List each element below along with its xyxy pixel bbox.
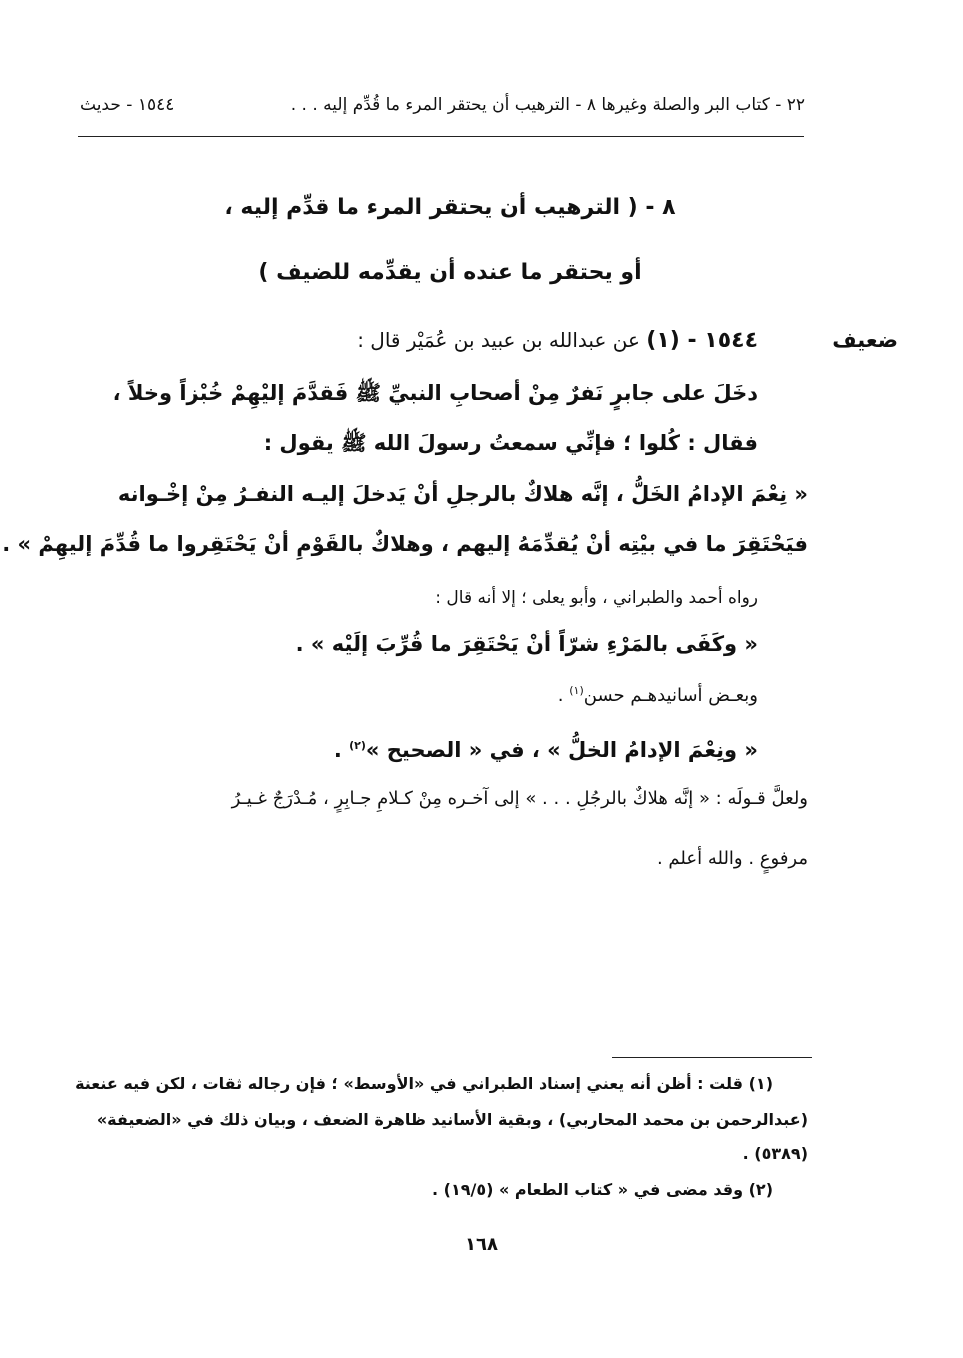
hadith-grade: ضعيف — [832, 328, 898, 352]
running-header — [75, 88, 805, 122]
header-chapter-title: ٢٢ - كتاب البر والصلة وغيرها ٨ - الترهيب أن يحتقر المرء ما قُدِّم إليه . . . — [290, 95, 805, 115]
commentary-line-4 — [28, 738, 758, 762]
hadith-number: ١٥٤٤ - (١) — [646, 328, 758, 353]
footnote-1-line-2: (عبدالرحمن بن محمد المحاربي) ، وبقية الأسانيد ظاهرة الضعف ، وبيان ذلك في «الضعيفة» — [96, 1110, 808, 1129]
commentary-text: وبعـض أسانيدهـم حسن — [583, 685, 758, 706]
commentary-line-3 — [28, 684, 758, 706]
footnote-2: (٢) وقد مضى في « كتاب الطعام » (١٩/٥) . — [432, 1180, 773, 1199]
footnote-ref-1: (١) — [569, 684, 584, 697]
page-number: ١٦٨ — [465, 1234, 498, 1255]
footnote-1-line-3: (٥٣٨٩) . — [742, 1144, 808, 1163]
hadith-heading — [28, 328, 758, 353]
commentary-text: « ونِعْمَ الإدامُ الخلُّ » ، في « الصحيح » — [365, 738, 758, 762]
footnote-ref-2: (٢) — [349, 739, 366, 752]
hadith-chain: عن عبدالله بن عبيد بن عُمَيْر قال : — [357, 328, 640, 352]
hadith-text-line-3: « نِعْمَ الإدامُ الخَلُّ ، إنَّه هلاكٌ بالرجلِ أنْ يَدخلَ إليـه النفـرُ مِنْ إخْـوانه — [117, 482, 808, 506]
chapter-title-line-2: أو يحتقر ما عنده أن يقدِّمه للضيف ) — [258, 260, 642, 285]
commentary-end: . — [557, 685, 570, 706]
commentary-line-6: مرفوعٍ . والله أعلم . — [656, 848, 808, 869]
hadith-text-line-2: فقال : كُلوا ؛ فإنِّي سمعتُ رسولَ الله ﷺ يقول : — [263, 431, 758, 455]
commentary-end: . — [333, 738, 350, 762]
hadith-text-line-1: دخَلَ على جابرٍ نَفرٌ مِنْ أصحابِ النبيِّ ﷺ فَقدَّمَ إليْهِمْ خُبْزاً وخلاً ، — [112, 381, 758, 405]
hadith-text-line-4: فيَحْتَقِرَ ما في بيْتِه أنْ يُقدِّمَهُ إليهم ، وهلاكٌ بالقَوْمِ أنْ يَحْتَقِروا ما قُدِّمَ إليهِمْ » . — [2, 532, 808, 556]
footnote-1-line-1: (١) قلت : أظن أنه يعني إسناد الطبراني في «الأوسط» ؛ فإن رجاله ثقات ، لكن فيه عنعنة — [75, 1074, 773, 1093]
header-hadith-range: ١٥٤٤ - حديث — [80, 95, 175, 115]
chapter-title-line-1: ٨ - ( الترهيب أن يحتقر المرء ما قدِّم إليه ، — [224, 195, 676, 220]
commentary-line-2: « وكَفَى بالمَرْءِ شرّاً أنْ يَحْتَقِرَ ما قُرِّبَ إلَيْه » . — [295, 632, 758, 656]
footnote-divider — [612, 1057, 812, 1058]
commentary-line-1: رواه أحمد والطبراني ، وأبو يعلى ؛ إلا أنه قال : — [435, 588, 758, 608]
header-divider — [78, 136, 804, 137]
commentary-line-5: ولعلَّ قـولَه : « إنَّه هلاكٌ بالرجُلِ . . . » إلى آخـره مِنْ كـلامِ جـابِرٍ ، مُـدْرَجٌ غـيـرُ — [231, 788, 808, 809]
